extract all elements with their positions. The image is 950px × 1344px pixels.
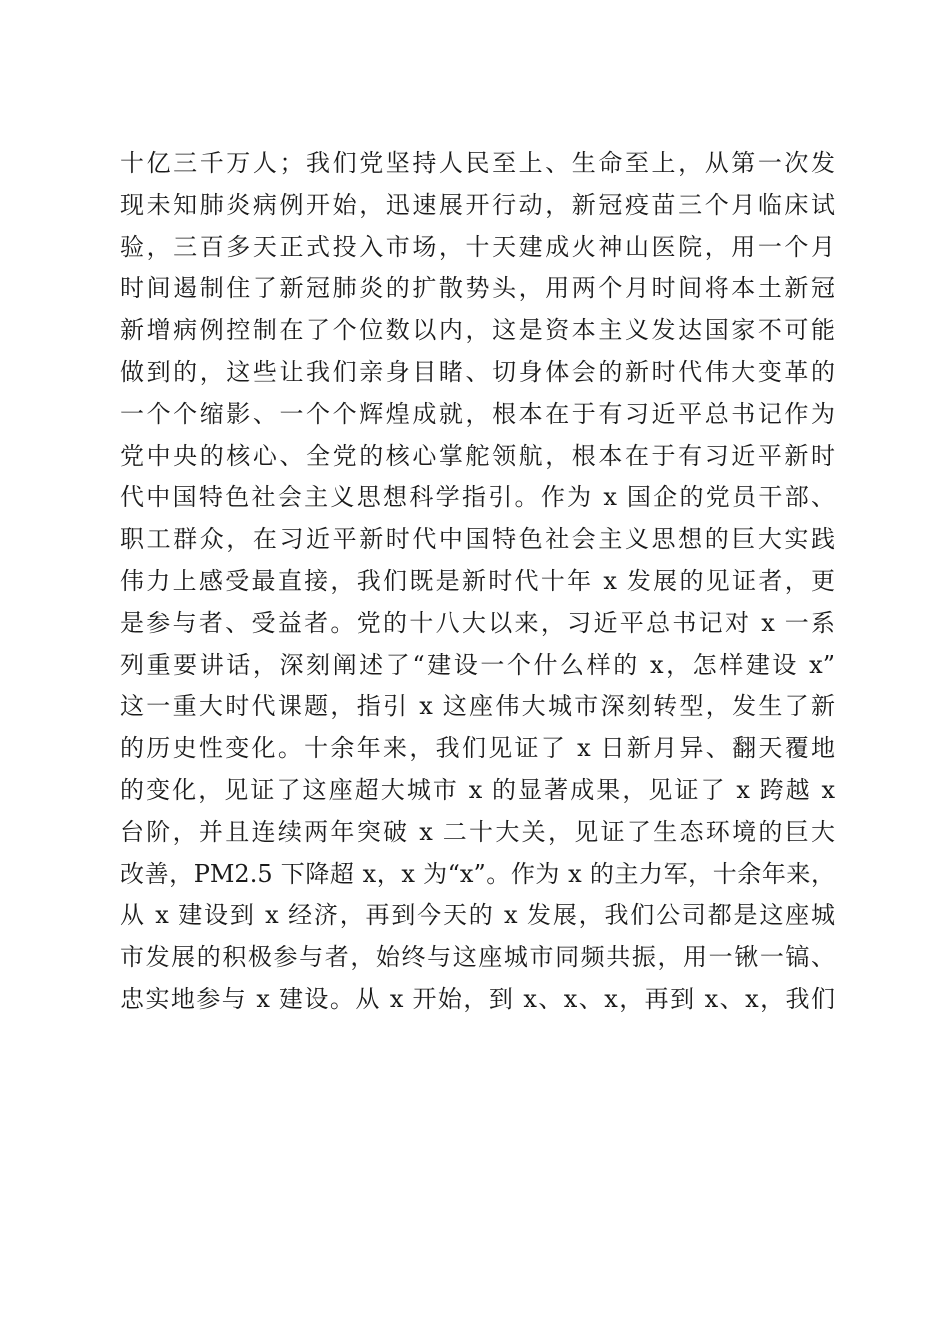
text-line: 这一重大时代课题，指引 x 这座伟大城市深刻转型，发生了新 xyxy=(120,692,835,721)
text-line: 台阶，并且连续两年突破 x 二十大关，见证了生态环境的巨大 xyxy=(120,817,835,846)
text-line: 忠实地参与 x 建设。从 x 开始，到 x、x、x，再到 x、x，我们 xyxy=(120,984,835,1013)
text-line: 代中国特色社会主义思想科学指引。作为 x 国企的党员干部、 xyxy=(120,483,835,512)
text-line: 十亿三千万人；我们党坚持人民至上、生命至上，从第一次发 xyxy=(120,149,835,177)
text-line: 一个个缩影、一个个辉煌成就，根本在于有习近平总书记作为 xyxy=(120,399,835,428)
body-text xyxy=(120,143,835,1021)
text-line: 新增病例控制在了个位数以内，这是资本主义发达国家不可能 xyxy=(120,316,835,345)
text-line: 的变化，见证了这座超大城市 x 的显著成果，见证了 x 跨越 x xyxy=(120,775,835,804)
text-line: 列重要讲话，深刻阐述了“建设一个什么样的 x，怎样建设 x” xyxy=(120,650,835,679)
text-line: 职工群众，在习近平新时代中国特色社会主义思想的巨大实践 xyxy=(120,525,835,554)
text-line: 党中央的核心、全党的核心掌舵领航，根本在于有习近平新时 xyxy=(120,441,835,470)
text-line: 时间遏制住了新冠肺炎的扩散势头，用两个月时间将本土新冠 xyxy=(120,274,835,303)
text-line: 验，三百多天正式投入市场，十天建成火神山医院，用一个月 xyxy=(120,232,835,261)
text-line: 伟力上感受最直接，我们既是新时代十年 x 发展的见证者，更 xyxy=(120,566,835,595)
text-line: 从 x 建设到 x 经济，再到今天的 x 发展，我们公司都是这座城 xyxy=(120,901,835,930)
text-line: 是参与者、受益者。党的十八大以来，习近平总书记对 x 一系 xyxy=(120,608,835,637)
text-line: 市发展的积极参与者，始终与这座城市同频共振，用一锹一镐、 xyxy=(120,943,835,972)
text-line: 现未知肺炎病例开始，迅速展开行动，新冠疫苗三个月临床试 xyxy=(120,190,835,219)
text-line: 做到的，这些让我们亲身目睹、切身体会的新时代伟大变革的 xyxy=(120,357,835,386)
text-line: 的历史性变化。十余年来，我们见证了 x 日新月异、翻天覆地 xyxy=(120,734,835,763)
text-line: 改善，PM2.5 下降超 x，x 为“x”。作为 x 的主力军，十余年来， xyxy=(120,859,835,888)
